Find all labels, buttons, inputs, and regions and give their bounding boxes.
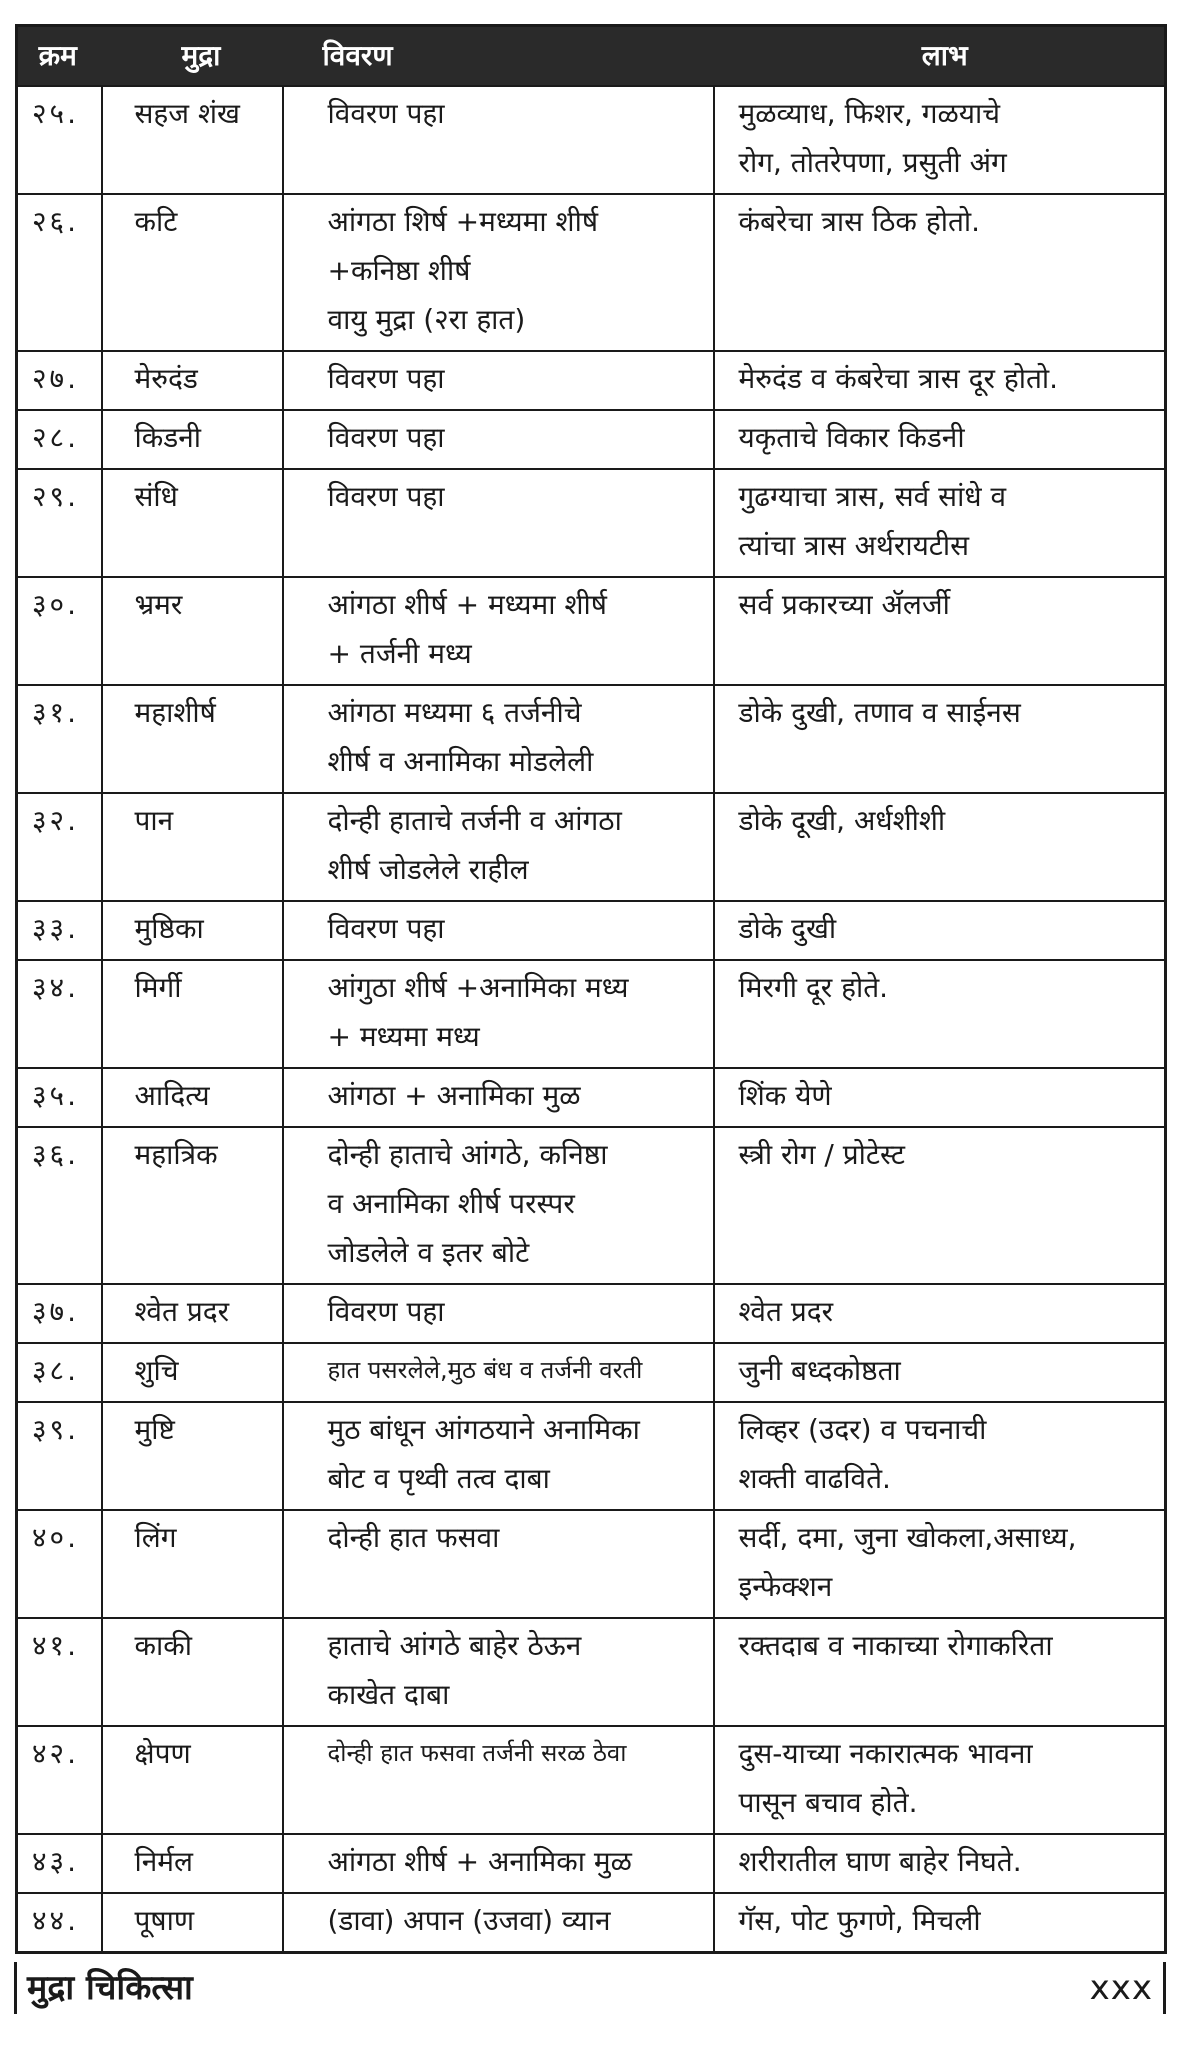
description-line: विवरण पहा [327,361,445,395]
row-mudra-name: संधि [102,469,283,577]
description-line: आंगठा + अनामिका मुळ [327,1078,581,1112]
row-description [283,1510,714,1618]
table-row [17,960,1166,1068]
benefit-line: स्त्री रोग / प्रोटेस्ट [738,1137,906,1171]
table-row [17,793,1166,901]
row-benefit [714,1510,1166,1618]
row-serial-number: ३४. [17,960,102,1068]
row-benefit [714,1618,1166,1726]
row-serial-number: २६. [17,194,102,351]
description-line: दोन्ही हाताचे तर्जनी व आंगठा [327,803,622,837]
description-line: (डावा) अपान (उजवा) व्यान [327,1903,611,1937]
description-line: आंगठा शीर्ष + अनामिका मुळ [327,1844,632,1878]
benefit-line: शरीरातील घाण बाहेर निघते. [738,1844,1022,1878]
benefit-line: दुस-याच्या नकारात्मक भावना [738,1736,1033,1770]
row-benefit [714,1127,1166,1284]
table-row [17,469,1166,577]
row-description [283,1284,714,1343]
row-mudra-name: लिंग [102,1510,283,1618]
row-benefit [714,194,1166,351]
description-line: व अनामिका शीर्ष परस्पर [327,1186,575,1220]
table-row [17,685,1166,793]
benefit-line: यकृताचे विकार किडनी [738,420,965,454]
header-benefit: लाभ [921,38,968,72]
row-description [283,410,714,469]
row-description [283,86,714,194]
description-line: आंगुठा शीर्ष +अनामिका मध्य [327,970,629,1004]
description-line: बोट व पृथ्वी तत्व दाबा [327,1461,550,1495]
description-line: शीर्ष व अनामिका मोडलेली [327,744,594,778]
row-mudra-name: किडनी [102,410,283,469]
benefit-line: श्वेत प्रदर [738,1294,834,1328]
mudra-table [15,24,1167,1954]
description-line: आंगठा शिर्ष +मध्यमा शीर्ष [327,204,599,238]
table-row [17,577,1166,685]
benefit-line: सर्व प्रकारच्या ॲलर्जी [738,587,950,621]
row-serial-number: ३९. [17,1402,102,1510]
table-row [17,1510,1166,1618]
description-line: + तर्जनी मध्य [327,636,472,670]
description-line: दोन्ही हाताचे आंगठे, कनिष्ठा [327,1137,608,1171]
benefit-line: गॅस, पोट फुगणे, मिचली [738,1903,981,1937]
table-header [17,26,1166,86]
header-serial: क्रम [38,38,77,72]
table-body [17,86,1166,1953]
benefit-line: डोके दुखी [738,911,837,945]
table-row [17,1834,1166,1893]
benefit-line: शिंक येणे [738,1078,832,1112]
row-serial-number: ४२. [17,1726,102,1834]
row-mudra-name: महाशीर्ष [102,685,283,793]
benefit-line: मिरगी दूर होते. [738,970,889,1004]
row-serial-number: ४१. [17,1618,102,1726]
row-benefit [714,1893,1166,1953]
row-serial-number: २८. [17,410,102,469]
row-serial-number: ३६. [17,1127,102,1284]
benefit-line: मेरुदंड व कंबरेचा त्रास दूर होतो. [738,361,1059,395]
row-mudra-name: मुष्टि [102,1402,283,1510]
row-mudra-name: कटि [102,194,283,351]
table-row [17,410,1166,469]
table-row [17,1127,1166,1284]
row-benefit [714,1343,1166,1402]
description-line: विवरण पहा [327,479,445,513]
row-benefit [714,86,1166,194]
description-line: दोन्ही हात फसवा [327,1520,500,1554]
benefit-line: डोके दुखी, तणाव व साईनस [738,695,1021,729]
description-line: वायु मुद्रा (२रा हात) [327,302,526,336]
description-line: + मध्यमा मध्य [327,1019,480,1053]
description-line: हात पसरलेले,मुठ बंध व तर्जनी वरती [327,1355,643,1384]
benefit-line: सर्दी, दमा, जुना खोकला,असाध्य, [738,1520,1077,1554]
row-mudra-name: सहज शंख [102,86,283,194]
row-description [283,194,714,351]
row-benefit [714,960,1166,1068]
benefit-line: लिव्हर (उदर) व पचनाची [738,1412,987,1446]
table-row [17,1068,1166,1127]
row-mudra-name: श्वेत प्रदर [102,1284,283,1343]
row-mudra-name: निर्मल [102,1834,283,1893]
table-row [17,1343,1166,1402]
row-serial-number: ४३. [17,1834,102,1893]
row-description [283,901,714,960]
row-description [283,1343,714,1402]
description-line: आंगठा शीर्ष + मध्यमा शीर्ष [327,587,607,621]
row-benefit [714,410,1166,469]
row-serial-number: ३८. [17,1343,102,1402]
row-description [283,1834,714,1893]
table-row [17,1284,1166,1343]
description-line: आंगठा मध्यमा ६ तर्जनीचे [327,695,582,729]
header-description: विवरण [322,38,393,72]
benefit-line: रक्तदाब व नाकाच्या रोगाकरिता [738,1628,1053,1662]
row-benefit [714,793,1166,901]
row-serial-number: ३३. [17,901,102,960]
row-benefit [714,901,1166,960]
benefit-line: गुढग्याचा त्रास, सर्व सांधे व [738,479,1007,513]
benefit-line: जुनी बध्दकोष्ठता [738,1353,901,1387]
row-description [283,1893,714,1953]
row-benefit [714,1834,1166,1893]
row-mudra-name: मिर्गी [102,960,283,1068]
row-serial-number: ४०. [17,1510,102,1618]
header-mudra: मुद्रा [181,38,221,72]
row-serial-number: ४४. [17,1893,102,1953]
row-mudra-name: मुष्ठिका [102,901,283,960]
row-benefit [714,685,1166,793]
row-description [283,469,714,577]
table-row [17,194,1166,351]
description-line: दोन्ही हात फसवा तर्जनी सरळ ठेवा [327,1738,627,1767]
row-mudra-name: मेरुदंड [102,351,283,410]
row-serial-number: ३७. [17,1284,102,1343]
description-line: हाताचे आंगठे बाहेर ठेऊन [327,1628,582,1662]
table-row [17,1726,1166,1834]
row-mudra-name: शुचि [102,1343,283,1402]
row-benefit [714,1068,1166,1127]
row-mudra-name: पान [102,793,283,901]
row-mudra-name: आदित्य [102,1068,283,1127]
row-description [283,1127,714,1284]
benefit-line: डोके दूखी, अर्धशीशी [738,803,946,837]
row-benefit [714,351,1166,410]
row-mudra-name: काकी [102,1618,283,1726]
row-description [283,1402,714,1510]
row-mudra-name: महात्रिक [102,1127,283,1284]
table-row [17,1402,1166,1510]
row-description [283,1618,714,1726]
table-row [17,1893,1166,1953]
row-serial-number: ३५. [17,1068,102,1127]
table-header-row [17,26,1166,86]
description-line: शीर्ष जोडलेले राहील [327,852,529,886]
row-benefit [714,1726,1166,1834]
description-line: विवरण पहा [327,911,445,945]
benefit-line: मुळव्याध, फिशर, गळयाचे [738,96,1001,130]
row-description [283,793,714,901]
table-row [17,1618,1166,1726]
description-line: विवरण पहा [327,420,445,454]
description-line: विवरण पहा [327,1294,445,1328]
benefit-line: कंबरेचा त्रास ठिक होतो. [738,204,981,238]
description-line: मुठ बांधून आंगठयाने अनामिका [327,1412,640,1446]
table-row [17,86,1166,194]
row-benefit [714,469,1166,577]
row-description [283,685,714,793]
row-description [283,960,714,1068]
row-serial-number: ३२. [17,793,102,901]
description-line: +कनिष्ठा शीर्ष [327,253,471,287]
row-serial-number: ३०. [17,577,102,685]
row-benefit [714,577,1166,685]
row-mudra-name: क्षेपण [102,1726,283,1834]
row-mudra-name: पूषाण [102,1893,283,1953]
benefit-line: त्यांचा त्रास अर्थरायटीस [738,528,970,562]
mudra-table-container [15,24,1164,1954]
row-description [283,1726,714,1834]
benefit-line: पासून बचाव होते. [738,1785,918,1819]
row-benefit [714,1284,1166,1343]
row-description [283,577,714,685]
row-serial-number: २९. [17,469,102,577]
row-benefit [714,1402,1166,1510]
description-line: जोडलेले व इतर बोटे [327,1235,530,1269]
row-serial-number: २७. [17,351,102,410]
row-serial-number: २५. [17,86,102,194]
description-line: विवरण पहा [327,96,445,130]
row-description [283,1068,714,1127]
table-row [17,351,1166,410]
row-serial-number: ३१. [17,685,102,793]
benefit-line: इन्फेक्शन [738,1569,833,1603]
footer-book-title: मुद्रा चिकित्सा [14,1962,193,2014]
description-line: काखेत दाबा [327,1677,450,1711]
row-description [283,351,714,410]
benefit-line: शक्ती वाढविते. [738,1461,891,1495]
row-mudra-name: भ्रमर [102,577,283,685]
benefit-line: रोग, तोतरेपणा, प्रसुती अंग [738,145,1007,179]
footer-page-number: xxx [1090,1962,1166,2014]
table-row [17,901,1166,960]
